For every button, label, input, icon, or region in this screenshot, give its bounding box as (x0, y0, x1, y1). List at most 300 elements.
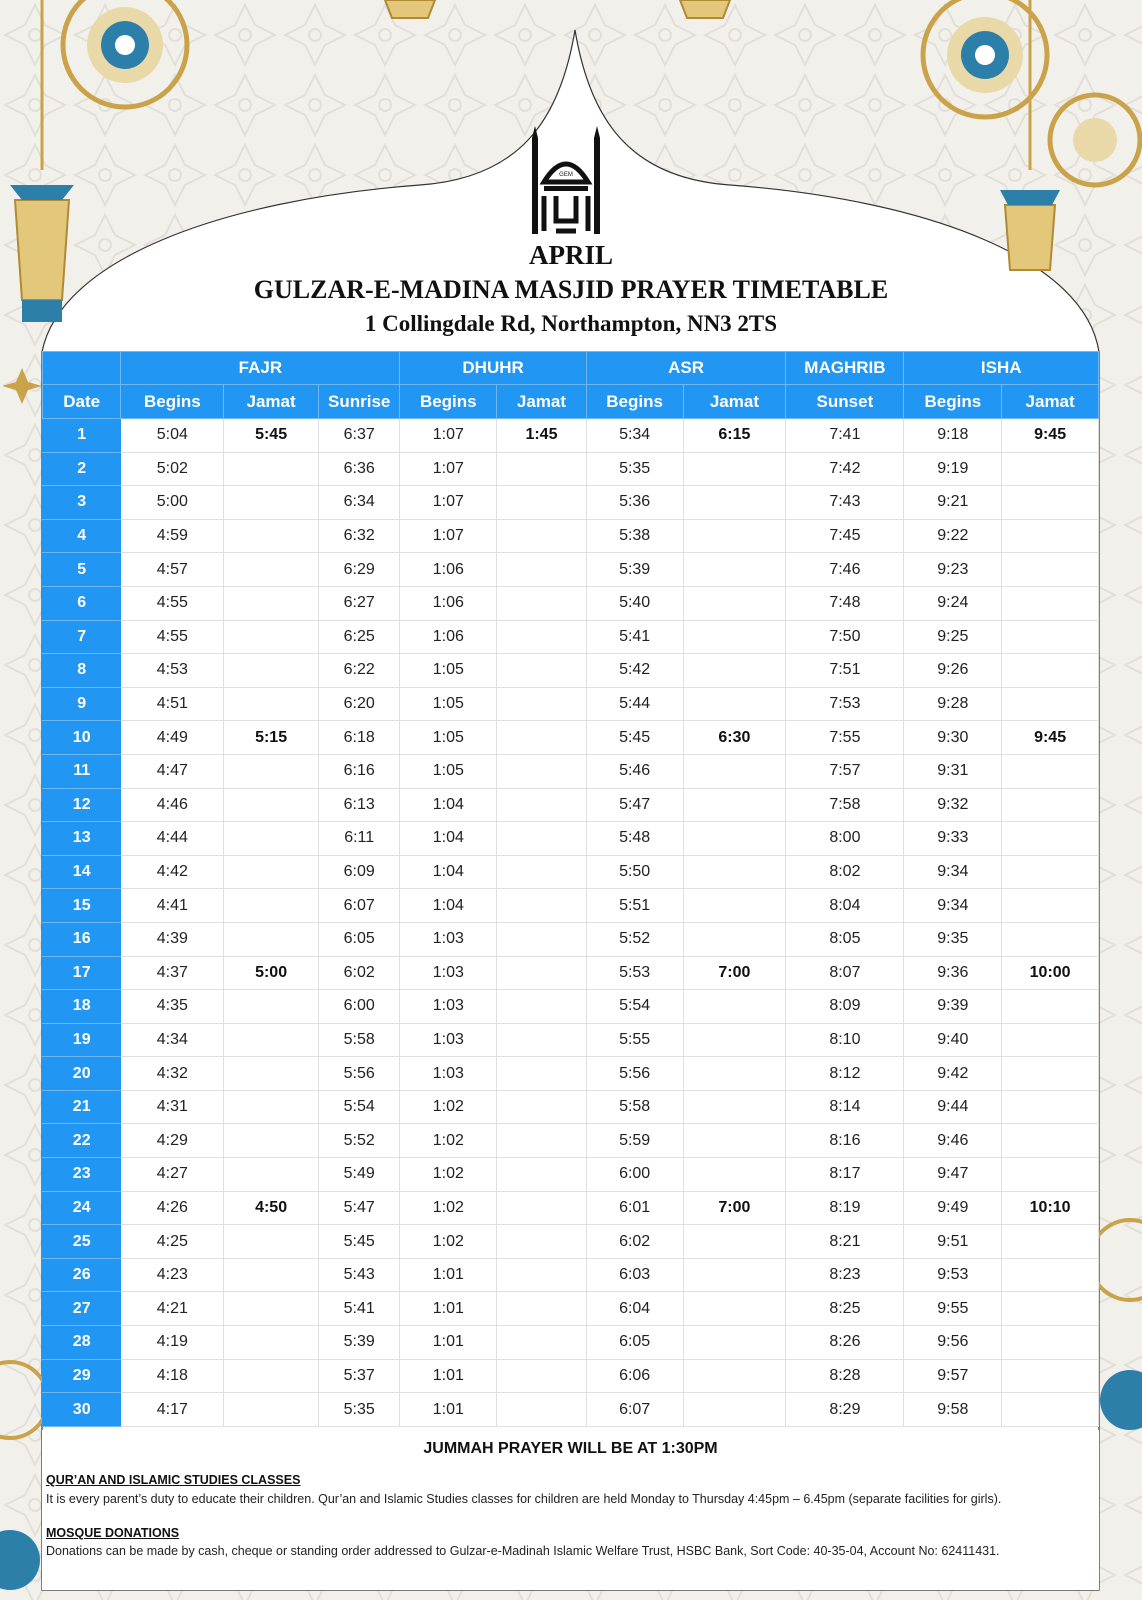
time-cell: 4:55 (121, 620, 224, 654)
jummah-notice: JUMMAH PRAYER WILL BE AT 1:30PM (423, 1440, 718, 1457)
time-cell (683, 1292, 786, 1326)
date-cell: 26 (43, 1258, 121, 1292)
date-cell: 5 (43, 553, 121, 587)
time-cell (497, 486, 587, 520)
time-cell (497, 1225, 587, 1259)
time-cell (683, 1225, 786, 1259)
time-cell: 1:03 (400, 990, 497, 1024)
time-cell: 1:07 (400, 419, 497, 453)
time-cell: 4:51 (121, 687, 224, 721)
time-cell: 4:23 (121, 1258, 224, 1292)
time-cell: 8:12 (786, 1057, 904, 1091)
time-cell: 9:55 (904, 1292, 1002, 1326)
address: 1 Collingdale Rd, Northampton, NN3 2TS (364, 311, 778, 336)
time-cell (497, 1023, 587, 1057)
date-cell: 16 (43, 922, 121, 956)
time-cell (1002, 788, 1099, 822)
date-cell: 4 (43, 519, 121, 553)
time-cell (497, 1326, 587, 1360)
time-cell: 9:58 (904, 1393, 1002, 1427)
time-cell (1002, 1393, 1099, 1427)
time-cell (1002, 586, 1099, 620)
time-cell (1002, 922, 1099, 956)
column-header: Date (43, 385, 121, 419)
time-cell (683, 1326, 786, 1360)
date-cell: 19 (43, 1023, 121, 1057)
time-cell (224, 1393, 319, 1427)
time-cell: 1:05 (400, 687, 497, 721)
time-cell (224, 788, 319, 822)
time-cell: 6:27 (318, 586, 399, 620)
time-cell: 6:16 (318, 754, 399, 788)
time-cell: 5:38 (586, 519, 683, 553)
column-header: Begins (586, 385, 683, 419)
time-cell (1002, 1057, 1099, 1091)
month-title: APRIL (528, 240, 613, 270)
time-cell: 5:56 (586, 1057, 683, 1091)
time-cell (224, 1057, 319, 1091)
table-row (43, 1124, 1099, 1158)
time-cell: 4:46 (121, 788, 224, 822)
time-cell: 4:39 (121, 922, 224, 956)
date-cell: 30 (43, 1393, 121, 1427)
time-cell: 5:40 (586, 586, 683, 620)
time-cell (497, 1292, 587, 1326)
date-cell: 9 (43, 687, 121, 721)
time-cell: 1:05 (400, 754, 497, 788)
time-cell (497, 956, 587, 990)
time-cell (1002, 654, 1099, 688)
time-cell: 9:22 (904, 519, 1002, 553)
time-cell: 1:06 (400, 586, 497, 620)
time-cell: 8:23 (786, 1258, 904, 1292)
time-cell (1002, 553, 1099, 587)
time-cell (224, 1124, 319, 1158)
table-row (43, 519, 1099, 553)
time-cell (224, 586, 319, 620)
time-cell: 6:06 (586, 1359, 683, 1393)
header (0, 0, 1142, 352)
time-cell (683, 519, 786, 553)
time-cell: 5:35 (318, 1393, 399, 1427)
time-cell: 7:57 (786, 754, 904, 788)
time-cell (497, 620, 587, 654)
time-cell (224, 1359, 319, 1393)
time-cell (224, 1090, 319, 1124)
time-cell: 5:00 (224, 956, 319, 990)
time-cell: 9:32 (904, 788, 1002, 822)
time-cell: 8:00 (786, 822, 904, 856)
time-cell: 1:04 (400, 855, 497, 889)
time-cell: 5:37 (318, 1359, 399, 1393)
time-cell: 5:34 (586, 419, 683, 453)
time-cell: 8:21 (786, 1225, 904, 1259)
table-row (43, 788, 1099, 822)
time-cell: 1:06 (400, 620, 497, 654)
table-row (43, 419, 1099, 453)
table-row (43, 721, 1099, 755)
time-cell: 9:40 (904, 1023, 1002, 1057)
time-cell: 1:02 (400, 1225, 497, 1259)
time-cell: 5:54 (318, 1090, 399, 1124)
column-header: Sunset (786, 385, 904, 419)
time-cell (224, 922, 319, 956)
time-cell: 1:01 (400, 1326, 497, 1360)
time-cell: 5:48 (586, 822, 683, 856)
time-cell (1002, 1326, 1099, 1360)
time-cell: 10:10 (1002, 1191, 1099, 1225)
table-row (43, 452, 1099, 486)
time-cell: 9:56 (904, 1326, 1002, 1360)
time-cell: 5:46 (586, 754, 683, 788)
date-cell: 1 (43, 419, 121, 453)
date-cell: 3 (43, 486, 121, 520)
time-cell: 4:47 (121, 754, 224, 788)
date-group-cell (43, 352, 121, 385)
time-cell (497, 990, 587, 1024)
date-cell: 12 (43, 788, 121, 822)
column-header: Jamat (1002, 385, 1099, 419)
time-cell (497, 788, 587, 822)
classes-heading: QUR’AN AND ISLAMIC STUDIES CLASSES (46, 1473, 301, 1487)
time-cell (224, 654, 319, 688)
time-cell: 1:03 (400, 956, 497, 990)
time-cell (683, 1124, 786, 1158)
time-cell (224, 1158, 319, 1192)
time-cell: 1:07 (400, 452, 497, 486)
time-cell: 7:00 (683, 1191, 786, 1225)
time-cell: 8:09 (786, 990, 904, 1024)
time-cell: 4:57 (121, 553, 224, 587)
table-row (43, 1225, 1099, 1259)
footer (42, 1430, 1099, 1590)
time-cell (683, 1359, 786, 1393)
time-cell: 9:57 (904, 1359, 1002, 1393)
time-cell: 8:10 (786, 1023, 904, 1057)
date-cell: 18 (43, 990, 121, 1024)
page-title: GULZAR-E-MADINA MASJID PRAYER TIMETABLE (253, 275, 889, 304)
column-header: Begins (904, 385, 1002, 419)
time-cell: 5:59 (586, 1124, 683, 1158)
time-cell (497, 822, 587, 856)
time-cell: 9:35 (904, 922, 1002, 956)
time-cell: 6:02 (318, 956, 399, 990)
time-cell (497, 452, 587, 486)
time-cell: 7:00 (683, 956, 786, 990)
time-cell (497, 855, 587, 889)
time-cell: 5:54 (586, 990, 683, 1024)
group-header-isha: ISHA (904, 352, 1099, 385)
group-header-fajr: FAJR (121, 352, 400, 385)
time-cell (683, 922, 786, 956)
time-cell (224, 687, 319, 721)
table-row (43, 956, 1099, 990)
time-cell: 9:28 (904, 687, 1002, 721)
time-cell (224, 990, 319, 1024)
date-cell: 23 (43, 1158, 121, 1192)
time-cell: 6:00 (318, 990, 399, 1024)
time-cell (224, 1225, 319, 1259)
time-cell (1002, 1258, 1099, 1292)
time-cell (1002, 519, 1099, 553)
time-cell: 1:45 (497, 419, 587, 453)
time-cell: 8:04 (786, 889, 904, 923)
time-cell: 4:37 (121, 956, 224, 990)
time-cell (224, 553, 319, 587)
time-cell: 6:29 (318, 553, 399, 587)
time-cell: 1:07 (400, 519, 497, 553)
date-cell: 6 (43, 586, 121, 620)
time-cell: 4:19 (121, 1326, 224, 1360)
time-cell: 5:41 (318, 1292, 399, 1326)
table-row (43, 486, 1099, 520)
time-cell: 6:07 (318, 889, 399, 923)
time-cell: 5:00 (121, 486, 224, 520)
table-row (43, 889, 1099, 923)
prayer-group-header (43, 352, 1099, 385)
time-cell (224, 519, 319, 553)
time-cell: 9:36 (904, 956, 1002, 990)
time-cell: 9:30 (904, 721, 1002, 755)
time-cell (497, 1090, 587, 1124)
time-cell (497, 922, 587, 956)
time-cell: 8:26 (786, 1326, 904, 1360)
time-cell (683, 654, 786, 688)
date-cell: 27 (43, 1292, 121, 1326)
time-cell: 7:58 (786, 788, 904, 822)
time-cell (1002, 1292, 1099, 1326)
time-cell: 5:39 (318, 1326, 399, 1360)
time-cell: 5:02 (121, 452, 224, 486)
time-cell: 4:59 (121, 519, 224, 553)
time-cell: 4:18 (121, 1359, 224, 1393)
time-cell: 4:55 (121, 586, 224, 620)
time-cell (683, 1057, 786, 1091)
time-cell: 1:01 (400, 1393, 497, 1427)
time-cell (497, 721, 587, 755)
time-cell: 1:04 (400, 788, 497, 822)
table-row (43, 855, 1099, 889)
column-header: Jamat (497, 385, 587, 419)
time-cell: 9:45 (1002, 419, 1099, 453)
time-cell (683, 486, 786, 520)
time-cell (683, 822, 786, 856)
time-cell: 5:47 (318, 1191, 399, 1225)
time-cell: 5:15 (224, 721, 319, 755)
column-header: Begins (400, 385, 497, 419)
time-cell: 9:24 (904, 586, 1002, 620)
time-cell: 5:36 (586, 486, 683, 520)
donations-heading: MOSQUE DONATIONS (46, 1526, 180, 1540)
time-cell: 6:15 (683, 419, 786, 453)
date-cell: 10 (43, 721, 121, 755)
time-cell (683, 990, 786, 1024)
time-cell: 6:13 (318, 788, 399, 822)
time-cell: 5:45 (318, 1225, 399, 1259)
time-cell (683, 586, 786, 620)
table-row (43, 654, 1099, 688)
table-row (43, 586, 1099, 620)
time-cell: 1:02 (400, 1191, 497, 1225)
time-cell: 4:31 (121, 1090, 224, 1124)
timetable-body (43, 419, 1099, 1427)
table-row (43, 754, 1099, 788)
time-cell (497, 1057, 587, 1091)
time-cell: 1:06 (400, 553, 497, 587)
table-row (43, 1057, 1099, 1091)
time-cell: 6:22 (318, 654, 399, 688)
time-cell (683, 452, 786, 486)
time-cell: 1:04 (400, 889, 497, 923)
time-cell (224, 1326, 319, 1360)
date-cell: 20 (43, 1057, 121, 1091)
time-cell: 1:04 (400, 822, 497, 856)
time-cell (1002, 620, 1099, 654)
time-cell (1002, 687, 1099, 721)
time-cell: 9:19 (904, 452, 1002, 486)
time-cell (683, 1158, 786, 1192)
time-cell: 5:44 (586, 687, 683, 721)
time-cell: 6:07 (586, 1393, 683, 1427)
logo-text: GEM (559, 172, 573, 178)
table-row (43, 687, 1099, 721)
table-row (43, 620, 1099, 654)
time-cell: 5:45 (586, 721, 683, 755)
time-cell: 5:50 (586, 855, 683, 889)
prayer-timetable (42, 351, 1099, 1427)
time-cell (683, 788, 786, 822)
time-cell: 5:55 (586, 1023, 683, 1057)
time-cell: 7:45 (786, 519, 904, 553)
time-cell (1002, 1225, 1099, 1259)
time-cell: 4:27 (121, 1158, 224, 1192)
time-cell: 9:42 (904, 1057, 1002, 1091)
time-cell: 9:23 (904, 553, 1002, 587)
time-cell (1002, 1023, 1099, 1057)
time-cell: 4:26 (121, 1191, 224, 1225)
time-cell: 9:21 (904, 486, 1002, 520)
time-cell: 9:51 (904, 1225, 1002, 1259)
time-cell: 6:00 (586, 1158, 683, 1192)
time-cell: 5:52 (318, 1124, 399, 1158)
time-cell: 5:52 (586, 922, 683, 956)
time-cell: 6:20 (318, 687, 399, 721)
time-cell: 4:49 (121, 721, 224, 755)
time-cell: 6:01 (586, 1191, 683, 1225)
time-cell (497, 1393, 587, 1427)
time-cell: 8:29 (786, 1393, 904, 1427)
time-cell: 7:53 (786, 687, 904, 721)
date-cell: 15 (43, 889, 121, 923)
time-cell: 1:02 (400, 1090, 497, 1124)
time-cell: 9:26 (904, 654, 1002, 688)
group-header-dhuhr: DHUHR (400, 352, 586, 385)
time-cell (224, 486, 319, 520)
time-cell (224, 889, 319, 923)
time-cell (1002, 1359, 1099, 1393)
time-cell: 9:33 (904, 822, 1002, 856)
time-cell (1002, 486, 1099, 520)
table-row (43, 990, 1099, 1024)
time-cell (497, 586, 587, 620)
column-header: Begins (121, 385, 224, 419)
time-cell: 4:42 (121, 855, 224, 889)
time-cell (683, 620, 786, 654)
time-cell: 6:36 (318, 452, 399, 486)
time-cell (683, 687, 786, 721)
time-cell: 9:49 (904, 1191, 1002, 1225)
time-cell: 5:41 (586, 620, 683, 654)
time-cell: 9:34 (904, 855, 1002, 889)
time-cell: 6:25 (318, 620, 399, 654)
time-cell: 1:03 (400, 1057, 497, 1091)
time-cell (497, 1258, 587, 1292)
group-header-asr: ASR (586, 352, 786, 385)
time-cell: 9:34 (904, 889, 1002, 923)
time-cell (497, 1158, 587, 1192)
time-cell: 8:25 (786, 1292, 904, 1326)
table-row (43, 1158, 1099, 1192)
time-cell: 5:49 (318, 1158, 399, 1192)
time-cell (1002, 754, 1099, 788)
time-cell (1002, 1124, 1099, 1158)
time-cell: 1:05 (400, 654, 497, 688)
column-header: Sunrise (318, 385, 399, 419)
time-cell: 9:47 (904, 1158, 1002, 1192)
time-cell: 7:46 (786, 553, 904, 587)
classes-text: It is every parent’s duty to educate their children. Qur’an and Islamic Studies classes for children are held Monday to Thursday 4:45pm – 6.45pm (separate facilities for girls). (46, 1492, 1002, 1506)
time-cell: 7:42 (786, 452, 904, 486)
time-cell: 8:05 (786, 922, 904, 956)
time-cell: 9:31 (904, 754, 1002, 788)
time-cell: 1:07 (400, 486, 497, 520)
time-cell: 6:37 (318, 419, 399, 453)
time-cell: 5:35 (586, 452, 683, 486)
table-row (43, 822, 1099, 856)
time-cell (683, 1090, 786, 1124)
time-cell (1002, 822, 1099, 856)
table-row (43, 1191, 1099, 1225)
time-cell: 9:39 (904, 990, 1002, 1024)
time-cell: 4:25 (121, 1225, 224, 1259)
time-cell: 6:34 (318, 486, 399, 520)
time-cell: 6:05 (318, 922, 399, 956)
time-cell: 5:51 (586, 889, 683, 923)
time-cell (1002, 855, 1099, 889)
date-cell: 21 (43, 1090, 121, 1124)
time-cell (1002, 1158, 1099, 1192)
time-cell: 10:00 (1002, 956, 1099, 990)
time-cell: 7:55 (786, 721, 904, 755)
time-cell: 4:21 (121, 1292, 224, 1326)
date-cell: 2 (43, 452, 121, 486)
time-cell (1002, 1090, 1099, 1124)
time-cell: 8:07 (786, 956, 904, 990)
time-cell (683, 754, 786, 788)
time-cell (497, 553, 587, 587)
time-cell (497, 519, 587, 553)
time-cell: 8:16 (786, 1124, 904, 1158)
time-cell (683, 855, 786, 889)
time-cell: 5:53 (586, 956, 683, 990)
table-row (43, 1326, 1099, 1360)
time-cell: 8:14 (786, 1090, 904, 1124)
time-cell: 4:41 (121, 889, 224, 923)
time-cell: 6:02 (586, 1225, 683, 1259)
time-cell: 8:17 (786, 1158, 904, 1192)
time-cell: 7:43 (786, 486, 904, 520)
time-cell (224, 1258, 319, 1292)
